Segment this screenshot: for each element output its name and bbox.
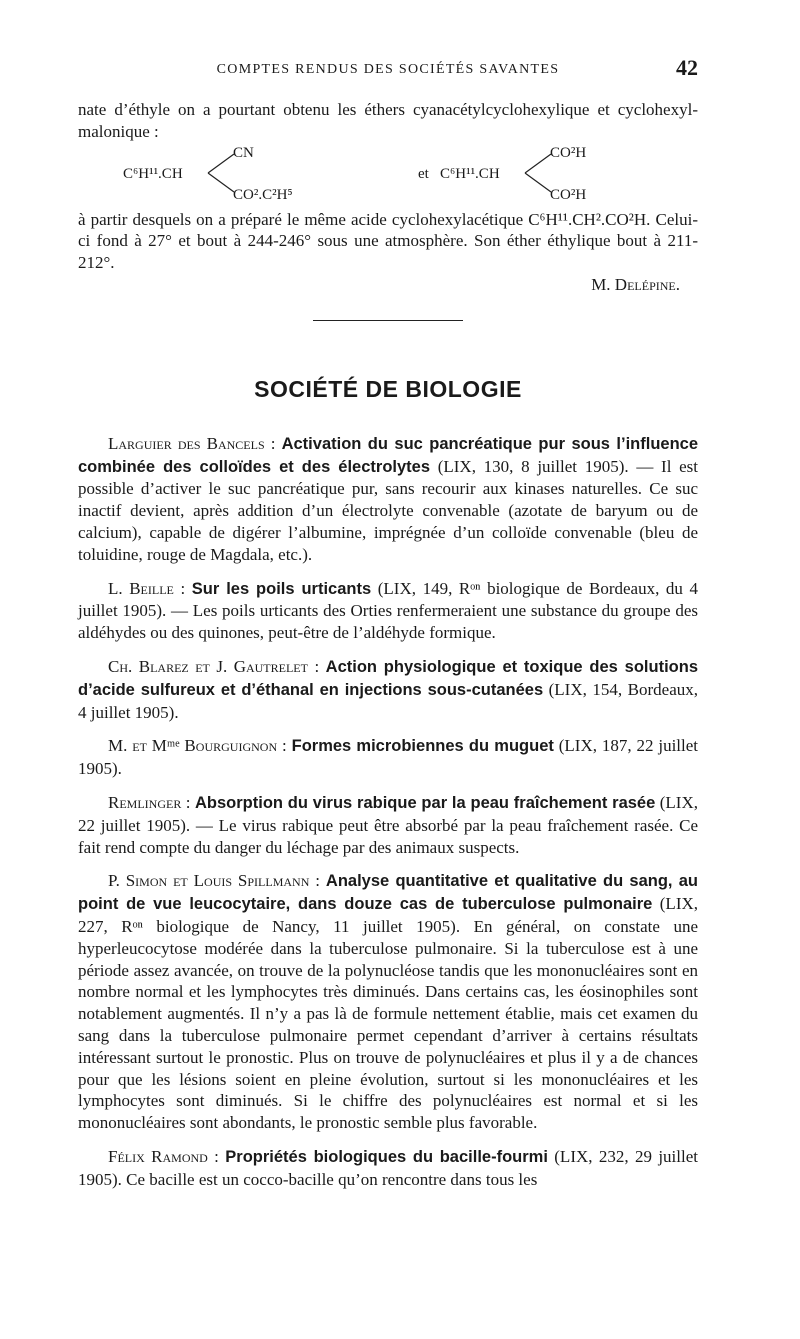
entry-title: Action physiologique et toxique des solutions d’acide sulfureux et d’éthanal en injections sous-cutanées [78, 657, 698, 699]
entry-authors: Remlinger : [108, 792, 191, 812]
entries-list [78, 433, 698, 1191]
entry-authors: M. et Mᵐᵉ Bourguignon : [108, 736, 287, 756]
entry-authors: Félix Ramond : [108, 1146, 219, 1166]
formula-main: C⁶H¹¹.CH [123, 165, 183, 182]
entry-title: Formes microbiennes du muguet [291, 737, 554, 756]
entry-title: Sur les poils urticants [191, 579, 372, 598]
entry-body: (LIX, 232, 29 juillet 1905). Ce bacille est un cocco-bacille qu’on rencontre dans tous les [78, 1146, 698, 1189]
intro-line: nate d’éthyle on a pourtant obtenu les éthers cyanacétylcyclohexylique et cyclohexyl-malonique : [78, 100, 698, 141]
entry-title: Propriétés biologiques du bacille-fourmi [225, 1147, 548, 1166]
section-title: SOCIÉTÉ DE BIOLOGIE [254, 375, 522, 402]
entry-authors: L. Beille : [108, 578, 186, 598]
signature: M. Delépine. [591, 274, 680, 294]
entry-body: (LIX, 154, Bordeaux, 4 juillet 1905). [78, 679, 698, 722]
running-title: COMPTES RENDUS DES SOCIÉTÉS SAVANTES [216, 62, 560, 77]
entry-authors: Larguier des Bancels : [108, 433, 276, 453]
formula-bottom: CO²H [550, 186, 587, 203]
entry [78, 735, 698, 780]
entry [78, 578, 698, 644]
intro-paragraph: à partir desquels on a préparé le même acide cyclohexylacétique C⁶H¹¹.CH².CO²H. Celui-ci fond à 27° et bout à 244-246° sous une atmosphère. Son éther éthylique bout à 211-212°. [78, 209, 698, 273]
formula-row [78, 145, 698, 205]
entry [78, 870, 698, 1134]
entry-body: (LIX, 149, Rᵒⁿ biologique de Bordeaux, du 4 juillet 1905). — Les poils urticants des Orties renfermeraient une substance du groupe des aldéhydes ou des quinones, peut-être de l’aldéhyde formique. [78, 578, 699, 643]
entry-authors: P. Simon et Louis Spillmann : [108, 871, 321, 891]
page [78, 55, 698, 1202]
section-divider [313, 320, 463, 321]
formula-cyanacetyl [123, 145, 383, 205]
formula-bottom: CO².C²H⁵ [233, 186, 293, 203]
entry-body: (LIX, 130, 8 juillet 1905). — Il est possible d’activer le suc pancréatique pur, sans recourir aux kinases naturelles. Ce suc inactif devient, après addition d’un électrolyte convenable (azotate de baryum ou de calcium), capable de digérer l’albumine, imprégnée d’un colloïde convenable (bleu de toluidine, rouge de Magdala, etc.). [78, 456, 699, 564]
entry-title: Analyse quantitative et qualitative du sang, au point de vue leucocytaire, dans douze cas de tuberculose pulmonaire [78, 872, 699, 914]
entry-authors: Ch. Blarez et J. Gautrelet : [108, 656, 320, 676]
entry-body: (LIX, 187, 22 juillet 1905). [78, 736, 699, 779]
formula-joiner: et [418, 165, 429, 182]
formula-main: C⁶H¹¹.CH [440, 165, 500, 182]
branch-bond [206, 151, 236, 195]
formula-top: CO²H [550, 144, 587, 161]
entry [78, 1146, 698, 1191]
page-number: 42 [676, 55, 698, 80]
page-header [78, 55, 698, 85]
entry-body: (LIX, 22 juillet 1905). — Le virus rabique peut être absorbé par la peau fraîchement rasée. Ce fait rend compte du danger du léchage par des animaux suspects. [78, 792, 698, 857]
branch-bond [523, 151, 553, 195]
entry-title: Activation du suc pancréatique pur sous l’influence combinée des colloïdes et des électrolytes [78, 434, 699, 476]
formula-malonic [418, 145, 678, 205]
entry [78, 433, 698, 566]
entry [78, 656, 698, 723]
entry-title: Absorption du virus rabique par la peau fraîchement rasée [195, 793, 656, 812]
entry [78, 792, 698, 858]
formula-top: CN [233, 144, 254, 161]
entry-body: (LIX, 227, Rᵒⁿ biologique de Nancy, 11 juillet 1905). En général, on constate une hyperleucocytose modérée dans la tuberculose pulmonaire. Si la tuberculose est à une période assez avancée, on trouve de la polynucléose tandis que les mononucléaires sont en nombre normal et les lymphocytes très diminués. Dans certains cas, les éosinophiles sont notablement augmentés. Il n’y a pas là de formule nettement établie, mais cet examen du sang dans la tuberculose pulmonaire permet cependant d’arriver à certains résultats intéressant surtout le pronostic. Plus on trouve de polynucléaires et plus il y a de chances pour que les lésions soient en pleine évolution, surtout si les mononucléaires et les lymphocytes sont diminués. Si le chiffre des polynucléaires est normal et si les mononucléaires sont abondants, le pronostic semble plus favorable. [78, 894, 699, 1133]
